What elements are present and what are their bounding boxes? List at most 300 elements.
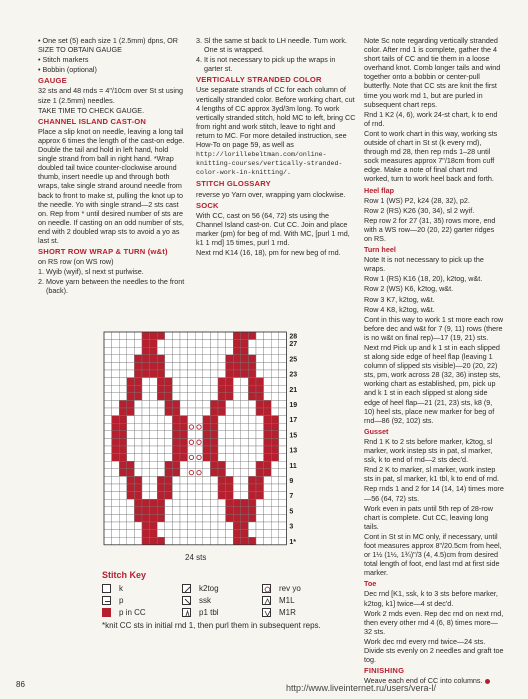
chart-cell xyxy=(264,484,272,492)
chart-cell xyxy=(233,469,241,477)
chart-cell xyxy=(271,469,279,477)
chart-cell xyxy=(180,507,188,515)
chart-cell xyxy=(218,362,226,370)
chart-cell xyxy=(256,362,264,370)
chart-cell xyxy=(256,423,264,431)
chart-cell xyxy=(119,378,127,386)
chart-cell xyxy=(142,499,150,507)
chart-cell xyxy=(180,332,188,340)
chart-cell xyxy=(210,332,218,340)
chart-cell xyxy=(188,400,196,408)
chart-cell xyxy=(119,454,127,462)
chart-cell xyxy=(248,514,256,522)
chart-cell xyxy=(112,431,120,439)
gauge-text: 32 sts and 48 rnds = 4"/10cm over St st using size 1 (2.5mm) needles. xyxy=(38,86,183,105)
chart-cell xyxy=(226,347,234,355)
chart-cell xyxy=(241,492,249,500)
chart-cell xyxy=(248,332,256,340)
chart-cell xyxy=(264,461,272,469)
chart-cell xyxy=(203,530,211,538)
chart-cell xyxy=(142,347,150,355)
chart-cell xyxy=(233,332,241,340)
key-label: ssk xyxy=(199,596,211,605)
short-row-sub: on RS row (on WS row) xyxy=(38,257,114,267)
chart-cell xyxy=(279,431,287,439)
chart-cell xyxy=(203,507,211,515)
chart-cell xyxy=(248,499,256,507)
chart-cell xyxy=(279,400,287,408)
chart-cell xyxy=(127,362,135,370)
chart-cell xyxy=(264,362,272,370)
chart-cell xyxy=(112,347,120,355)
chart-cell xyxy=(233,362,241,370)
chart-cell xyxy=(203,499,211,507)
finishing-title: FINISHING xyxy=(364,666,405,676)
chart-cell xyxy=(271,408,279,416)
chart-cell xyxy=(264,423,272,431)
chart-cell xyxy=(218,431,226,439)
chart-cell xyxy=(271,438,279,446)
chart-cell xyxy=(279,530,287,538)
chart-cell xyxy=(180,408,188,416)
chart-cell xyxy=(119,370,127,378)
vertical-color-title: VERTICALLY STRANDED COLOR xyxy=(196,75,322,85)
chart-cell xyxy=(172,370,180,378)
chart-cell xyxy=(271,347,279,355)
chart-cell xyxy=(112,530,120,538)
chart-cell xyxy=(104,492,112,500)
key-label: M1L xyxy=(279,596,295,605)
chart-cell xyxy=(142,400,150,408)
chart-cell xyxy=(127,416,135,424)
chart-cell xyxy=(180,476,188,484)
chart-cell xyxy=(264,522,272,530)
chart-cell xyxy=(172,416,180,424)
chart-cell xyxy=(241,461,249,469)
chart-cell xyxy=(119,423,127,431)
chart-cell xyxy=(279,461,287,469)
chart-cell xyxy=(142,446,150,454)
chart-cell xyxy=(210,492,218,500)
chart-cell xyxy=(112,378,120,386)
chart-cell xyxy=(172,408,180,416)
chart-cell xyxy=(203,484,211,492)
chart-cell xyxy=(256,492,264,500)
chart-cell xyxy=(142,469,150,477)
chart-cell xyxy=(279,537,287,545)
chart-cell xyxy=(157,522,165,530)
chart-cell xyxy=(157,507,165,515)
chart-cell xyxy=(134,431,142,439)
chart-cell xyxy=(165,454,173,462)
heel-flap-rep: Rep row 2 for 27 (31, 35) rows more, end with a WS row—20 (20, 22) garter ridges on RS. xyxy=(364,215,496,243)
chart-cell xyxy=(104,499,112,507)
chart-cell xyxy=(104,537,112,545)
chart-cell xyxy=(256,385,264,393)
channel-cast-on-text: Place a slip knot on needle, leaving a long tail approx 6 times the length of the cast-on edge. Double the tail and hold in left hand, hold single strand from ball in right hand. *Wrap doubled tail twice counter-clockwise around thumb, insert needle up and through both wraps, take single strand around needle from back to front to make st, pulling the knot up to the needle. Yo with single strand—2 sts cast on. Rep from * until desired number of sts are on needle. If casting on an odd number of sts, end with 2 doubled wrap sts to avoid a yo as last st. xyxy=(38,126,185,245)
chart-cell xyxy=(150,400,158,408)
chart-cell xyxy=(279,522,287,530)
chart-cell xyxy=(241,537,249,545)
chart-cell xyxy=(271,484,279,492)
chart-cell xyxy=(248,438,256,446)
chart-cell xyxy=(165,355,173,363)
chart-cell xyxy=(256,393,264,401)
chart-cell xyxy=(150,438,158,446)
chart-cell xyxy=(172,454,180,462)
chart-cell xyxy=(119,347,127,355)
chart-cell xyxy=(172,393,180,401)
chart-cell xyxy=(279,385,287,393)
chart-cell xyxy=(248,378,256,386)
chart-cell xyxy=(256,469,264,477)
chart-cell xyxy=(104,522,112,530)
chart-cell xyxy=(112,408,120,416)
chart-cell xyxy=(157,499,165,507)
chart-cell xyxy=(180,461,188,469)
chart-cell xyxy=(172,507,180,515)
chart-cell xyxy=(104,484,112,492)
stitch-key xyxy=(102,570,362,631)
chart-cell xyxy=(157,461,165,469)
chart-cell xyxy=(119,408,127,416)
chart-cell xyxy=(150,454,158,462)
chart-cell xyxy=(233,408,241,416)
chart-cell xyxy=(142,332,150,340)
chart-cell xyxy=(104,332,112,340)
chart-cell xyxy=(203,476,211,484)
chart-cell xyxy=(172,499,180,507)
chart-cell xyxy=(150,499,158,507)
chart-width-label: 24 sts xyxy=(185,553,207,562)
chart-cell xyxy=(241,507,249,515)
chart-cell xyxy=(264,332,272,340)
chart-cell xyxy=(172,530,180,538)
chart-cell xyxy=(264,370,272,378)
chart-cell xyxy=(165,461,173,469)
chart-cell xyxy=(157,492,165,500)
chart-cell xyxy=(104,454,112,462)
chart-cell xyxy=(203,332,211,340)
chart-cell xyxy=(150,446,158,454)
chart-cell xyxy=(119,416,127,424)
chart-cell xyxy=(233,385,241,393)
chart-cell xyxy=(104,530,112,538)
row-number: 21 xyxy=(289,386,298,394)
chart-cell xyxy=(256,476,264,484)
chart-cell xyxy=(188,461,196,469)
key-item-m1r xyxy=(262,608,352,617)
key-item-empty xyxy=(102,584,182,593)
chart-cell xyxy=(233,355,241,363)
chart-cell xyxy=(112,454,120,462)
chart-cell xyxy=(142,378,150,386)
chart-cell xyxy=(134,423,142,431)
chart-cell xyxy=(150,355,158,363)
m1l-icon xyxy=(262,596,271,605)
chart-cell xyxy=(142,461,150,469)
chart-cell xyxy=(104,408,112,416)
chart-cell xyxy=(279,446,287,454)
chart-cell xyxy=(256,514,264,522)
gusset-title: Gusset xyxy=(364,426,389,436)
chart-cell xyxy=(233,347,241,355)
finishing-text: Weave each end of CC into columns. xyxy=(364,676,504,685)
chart-cell xyxy=(104,362,112,370)
chart-cell xyxy=(256,530,264,538)
chart-cell xyxy=(203,385,211,393)
chart-cell xyxy=(180,393,188,401)
chart-cell xyxy=(104,469,112,477)
vertical-color-url[interactable]: http://lorillebeltman.com/online-knitting-courses/vertically-stranded-color-work-in-knitting/. xyxy=(196,151,343,177)
gusset-rnd-2: Rnd 2 K to marker, sl marker, work instep sts in pat, sl marker, k1 tbl, k to end of rnd. xyxy=(364,465,500,484)
chart-cell xyxy=(127,378,135,386)
chart-cell xyxy=(210,484,218,492)
chart-cell xyxy=(119,484,127,492)
chart-cell xyxy=(256,484,264,492)
k2tog-icon xyxy=(182,584,191,593)
chart-cell xyxy=(119,393,127,401)
chart-cell xyxy=(203,362,211,370)
leg-rnd1: Rnd 1 K2 (4, 6), work 24-st chart, k to end of rnd. xyxy=(364,109,498,128)
turn-heel-next: Next rnd Pick up and k 1 st in each slipped st along side edge of heel flap (leaving 1 column of slipped sts visible)—20 (20, 22) sts, pm, work across 28 (32, 36) instep sts, working chart as established, pm, pick up and k 1 st in each slipped st along side edge of heel flap—21 (21, 23) sts, k8 (9, 10) heel sts, place new marker for beg of rnd—86 (92, 102) sts. xyxy=(364,343,501,425)
chart-cell xyxy=(134,416,142,424)
chart-cell xyxy=(127,476,135,484)
toe-final: Work dec rnd every rnd twice—24 sts. Divide sts evenly on 2 needles and graft toe tog. xyxy=(364,636,504,665)
chart-cell xyxy=(104,514,112,522)
chart-cell xyxy=(165,378,173,386)
chart-cell xyxy=(134,514,142,522)
chart-cell xyxy=(195,499,203,507)
revyo-icon xyxy=(262,584,271,593)
leg-note: Note Sc note regarding vertically stranded color. After rnd 1 is complete, gather the 4 short tails of CC and tie them in a loose overhand knot. Comb longer tails and wind together onto a bobbin or center-pull butterfly. Note that CC sts are knit the first time you work rnd 1, but are purled in subsequent chart reps. xyxy=(364,36,501,109)
chart-cell xyxy=(104,385,112,393)
chart-cell xyxy=(188,332,196,340)
chart-cell xyxy=(203,355,211,363)
chart-cell xyxy=(165,423,173,431)
chart-cell xyxy=(241,431,249,439)
chart-cell xyxy=(150,362,158,370)
chart-cell xyxy=(172,347,180,355)
chart-cell xyxy=(264,492,272,500)
chart-cell xyxy=(241,454,249,462)
chart-cell xyxy=(180,537,188,545)
chart-cell xyxy=(264,537,272,545)
chart-cell xyxy=(104,423,112,431)
short-row-step-2: 2. Move yarn between the needles to the front (back). xyxy=(38,277,185,296)
chart-cell xyxy=(256,438,264,446)
chart-cell xyxy=(172,438,180,446)
chart-cell xyxy=(271,522,279,530)
gusset-cont: Cont in St st in MC only, if necessary, until foot measures approx 8"/20.5cm from heel, or 1½ (1½, 1¾)"/3 (4, 4.5)cm from desired total length of foot, end last rnd at first side marker. xyxy=(364,531,502,578)
chart-cell xyxy=(188,537,196,545)
key-item-k2tog xyxy=(182,584,262,593)
row-number: 15 xyxy=(289,432,298,440)
column-right xyxy=(364,36,504,686)
chart-cell xyxy=(157,408,165,416)
chart-cell xyxy=(157,438,165,446)
chart-cell xyxy=(218,378,226,386)
chart-cell xyxy=(226,476,234,484)
chart-cell xyxy=(180,370,188,378)
chart-cell xyxy=(172,355,180,363)
chart-cell xyxy=(180,522,188,530)
chart-cell xyxy=(127,423,135,431)
chart-cell xyxy=(188,438,196,446)
chart-cell xyxy=(119,362,127,370)
chart-cell xyxy=(203,438,211,446)
chart-cell xyxy=(180,416,188,424)
chart-cell xyxy=(264,476,272,484)
chart-cell xyxy=(218,469,226,477)
chart-cell xyxy=(279,514,287,522)
chart-cell xyxy=(226,340,234,348)
chart-cell xyxy=(180,347,188,355)
chart-cell xyxy=(226,431,234,439)
chart-cell xyxy=(226,400,234,408)
row-number: 7 xyxy=(289,493,294,501)
chart-cell xyxy=(279,362,287,370)
turn-heel-row-2: Row 2 (WS) K6, k2tog, w&t. xyxy=(364,284,454,294)
chart-cell xyxy=(127,514,135,522)
chart-cell xyxy=(195,370,203,378)
chart-cell xyxy=(203,347,211,355)
chart-cell xyxy=(218,385,226,393)
chart-cell xyxy=(104,355,112,363)
chart-cell xyxy=(104,507,112,515)
chart-cell xyxy=(172,492,180,500)
chart-cell xyxy=(264,507,272,515)
chart-cell xyxy=(210,476,218,484)
chart-cell xyxy=(233,492,241,500)
chart-cell xyxy=(104,378,112,386)
chart-cell xyxy=(119,507,127,515)
chart-cell xyxy=(226,461,234,469)
chart-cell xyxy=(210,469,218,477)
stitch-key-title: Stitch Key xyxy=(102,570,147,580)
chart-cell xyxy=(127,332,135,340)
chart-cell xyxy=(248,423,256,431)
chart-cell xyxy=(172,514,180,522)
chart-cell xyxy=(188,484,196,492)
chart-cell xyxy=(248,476,256,484)
chart-cell xyxy=(248,461,256,469)
chart-cell xyxy=(112,514,120,522)
chart-cell xyxy=(210,454,218,462)
chart-cell xyxy=(226,332,234,340)
chart-cell xyxy=(271,476,279,484)
chart-cell xyxy=(127,340,135,348)
chart-cell xyxy=(248,385,256,393)
chart-cell xyxy=(180,400,188,408)
chart-cell xyxy=(210,340,218,348)
chart-cell xyxy=(256,340,264,348)
chart-cell xyxy=(157,370,165,378)
chart-cell xyxy=(210,530,218,538)
chart-cell xyxy=(203,454,211,462)
leg-cont: Cont to work chart in this way, working sts outside of chart in St st (k every rnd), through rnd 28, then rep rnds 1–28 until sock measures approx 7"/18cm from cuff edge. Make a note of final chart rnd worked, turn to work heel back and forth. xyxy=(364,128,498,184)
p1tbl-icon xyxy=(182,608,191,617)
chart-cell xyxy=(134,530,142,538)
sock-text: With CC, cast on 56 (64, 72) sts using the Channel Island cast-on. Cut CC. Join and place marker (pm) for beg of rnd. With MC, [purl 1 rnd, k1 1 rnd] 15 times, purl 1 rnd. xyxy=(196,210,350,247)
chart-cell xyxy=(279,484,287,492)
chart-cell xyxy=(195,514,203,522)
chart-cell xyxy=(142,355,150,363)
chart-cell xyxy=(264,431,272,439)
chart-cell xyxy=(195,347,203,355)
chart-cell xyxy=(241,385,249,393)
key-item-m1l xyxy=(262,596,352,605)
chart-cell xyxy=(248,393,256,401)
chart-cell xyxy=(119,446,127,454)
chart-cell xyxy=(210,514,218,522)
chart-cell xyxy=(127,385,135,393)
sock-next: Next rnd K14 (16, 18), pm for new beg of rnd. xyxy=(196,248,341,258)
chart-cell xyxy=(279,370,287,378)
chart-cell xyxy=(264,514,272,522)
chart-cell xyxy=(233,454,241,462)
m1r-icon xyxy=(262,608,271,617)
chart-cell xyxy=(241,340,249,348)
short-row-title: SHORT ROW WRAP & TURN (w&t) xyxy=(38,247,168,257)
chart-cell xyxy=(119,499,127,507)
vertical-color-text: Use separate strands of CC for each column of vertically stranded color. Before working chart, cut 4 lengths of CC approx 3yd/3m long. To work vertically stranded stitch, hold MC to left, bring CC from right and work stitch, leave to right and return to MC. For more detailed instruction, see How-To on page 59, as well as xyxy=(196,85,356,150)
chart-cell xyxy=(271,370,279,378)
chart-cell xyxy=(248,469,256,477)
gusset-rep: Rep rnds 1 and 2 for 14 (14, 14) times more—56 (64, 72) sts. xyxy=(364,484,504,503)
row-number: 19 xyxy=(289,402,298,409)
chart-cell xyxy=(142,537,150,545)
chart-cell xyxy=(226,492,234,500)
chart-cell xyxy=(142,385,150,393)
empty-icon xyxy=(102,584,111,593)
chart-cell xyxy=(150,332,158,340)
chart-cell xyxy=(218,400,226,408)
chart-cell xyxy=(279,416,287,424)
row-number: 25 xyxy=(289,356,298,364)
chart-cell xyxy=(142,530,150,538)
chart-cell xyxy=(279,492,287,500)
chart-cell xyxy=(279,423,287,431)
chart-cell xyxy=(180,438,188,446)
chart-cell xyxy=(134,378,142,386)
chart-cell xyxy=(195,476,203,484)
chart-cell xyxy=(203,400,211,408)
chart-cell xyxy=(112,522,120,530)
chart-cell xyxy=(210,446,218,454)
chart-cell xyxy=(248,370,256,378)
chart-cell xyxy=(256,370,264,378)
chart-cell xyxy=(210,393,218,401)
chart-cell xyxy=(203,492,211,500)
toe-dec: Dec rnd [K1, ssk, k to 3 sts before marker, k2tog, k1] twice—4 st dec'd. xyxy=(364,589,498,608)
key-label: k xyxy=(119,584,123,593)
chart-cell xyxy=(150,385,158,393)
chart-cell xyxy=(104,370,112,378)
chart-cell xyxy=(127,347,135,355)
chart-cell xyxy=(203,514,211,522)
chart-cell xyxy=(226,537,234,545)
chart-cell xyxy=(150,408,158,416)
chart-cell xyxy=(226,530,234,538)
chart-cell xyxy=(134,492,142,500)
chart-cell xyxy=(248,484,256,492)
key-label: M1R xyxy=(279,608,296,617)
column-left xyxy=(38,36,186,297)
chart-cell xyxy=(104,461,112,469)
chart-cell xyxy=(150,537,158,545)
chart-cell xyxy=(150,423,158,431)
